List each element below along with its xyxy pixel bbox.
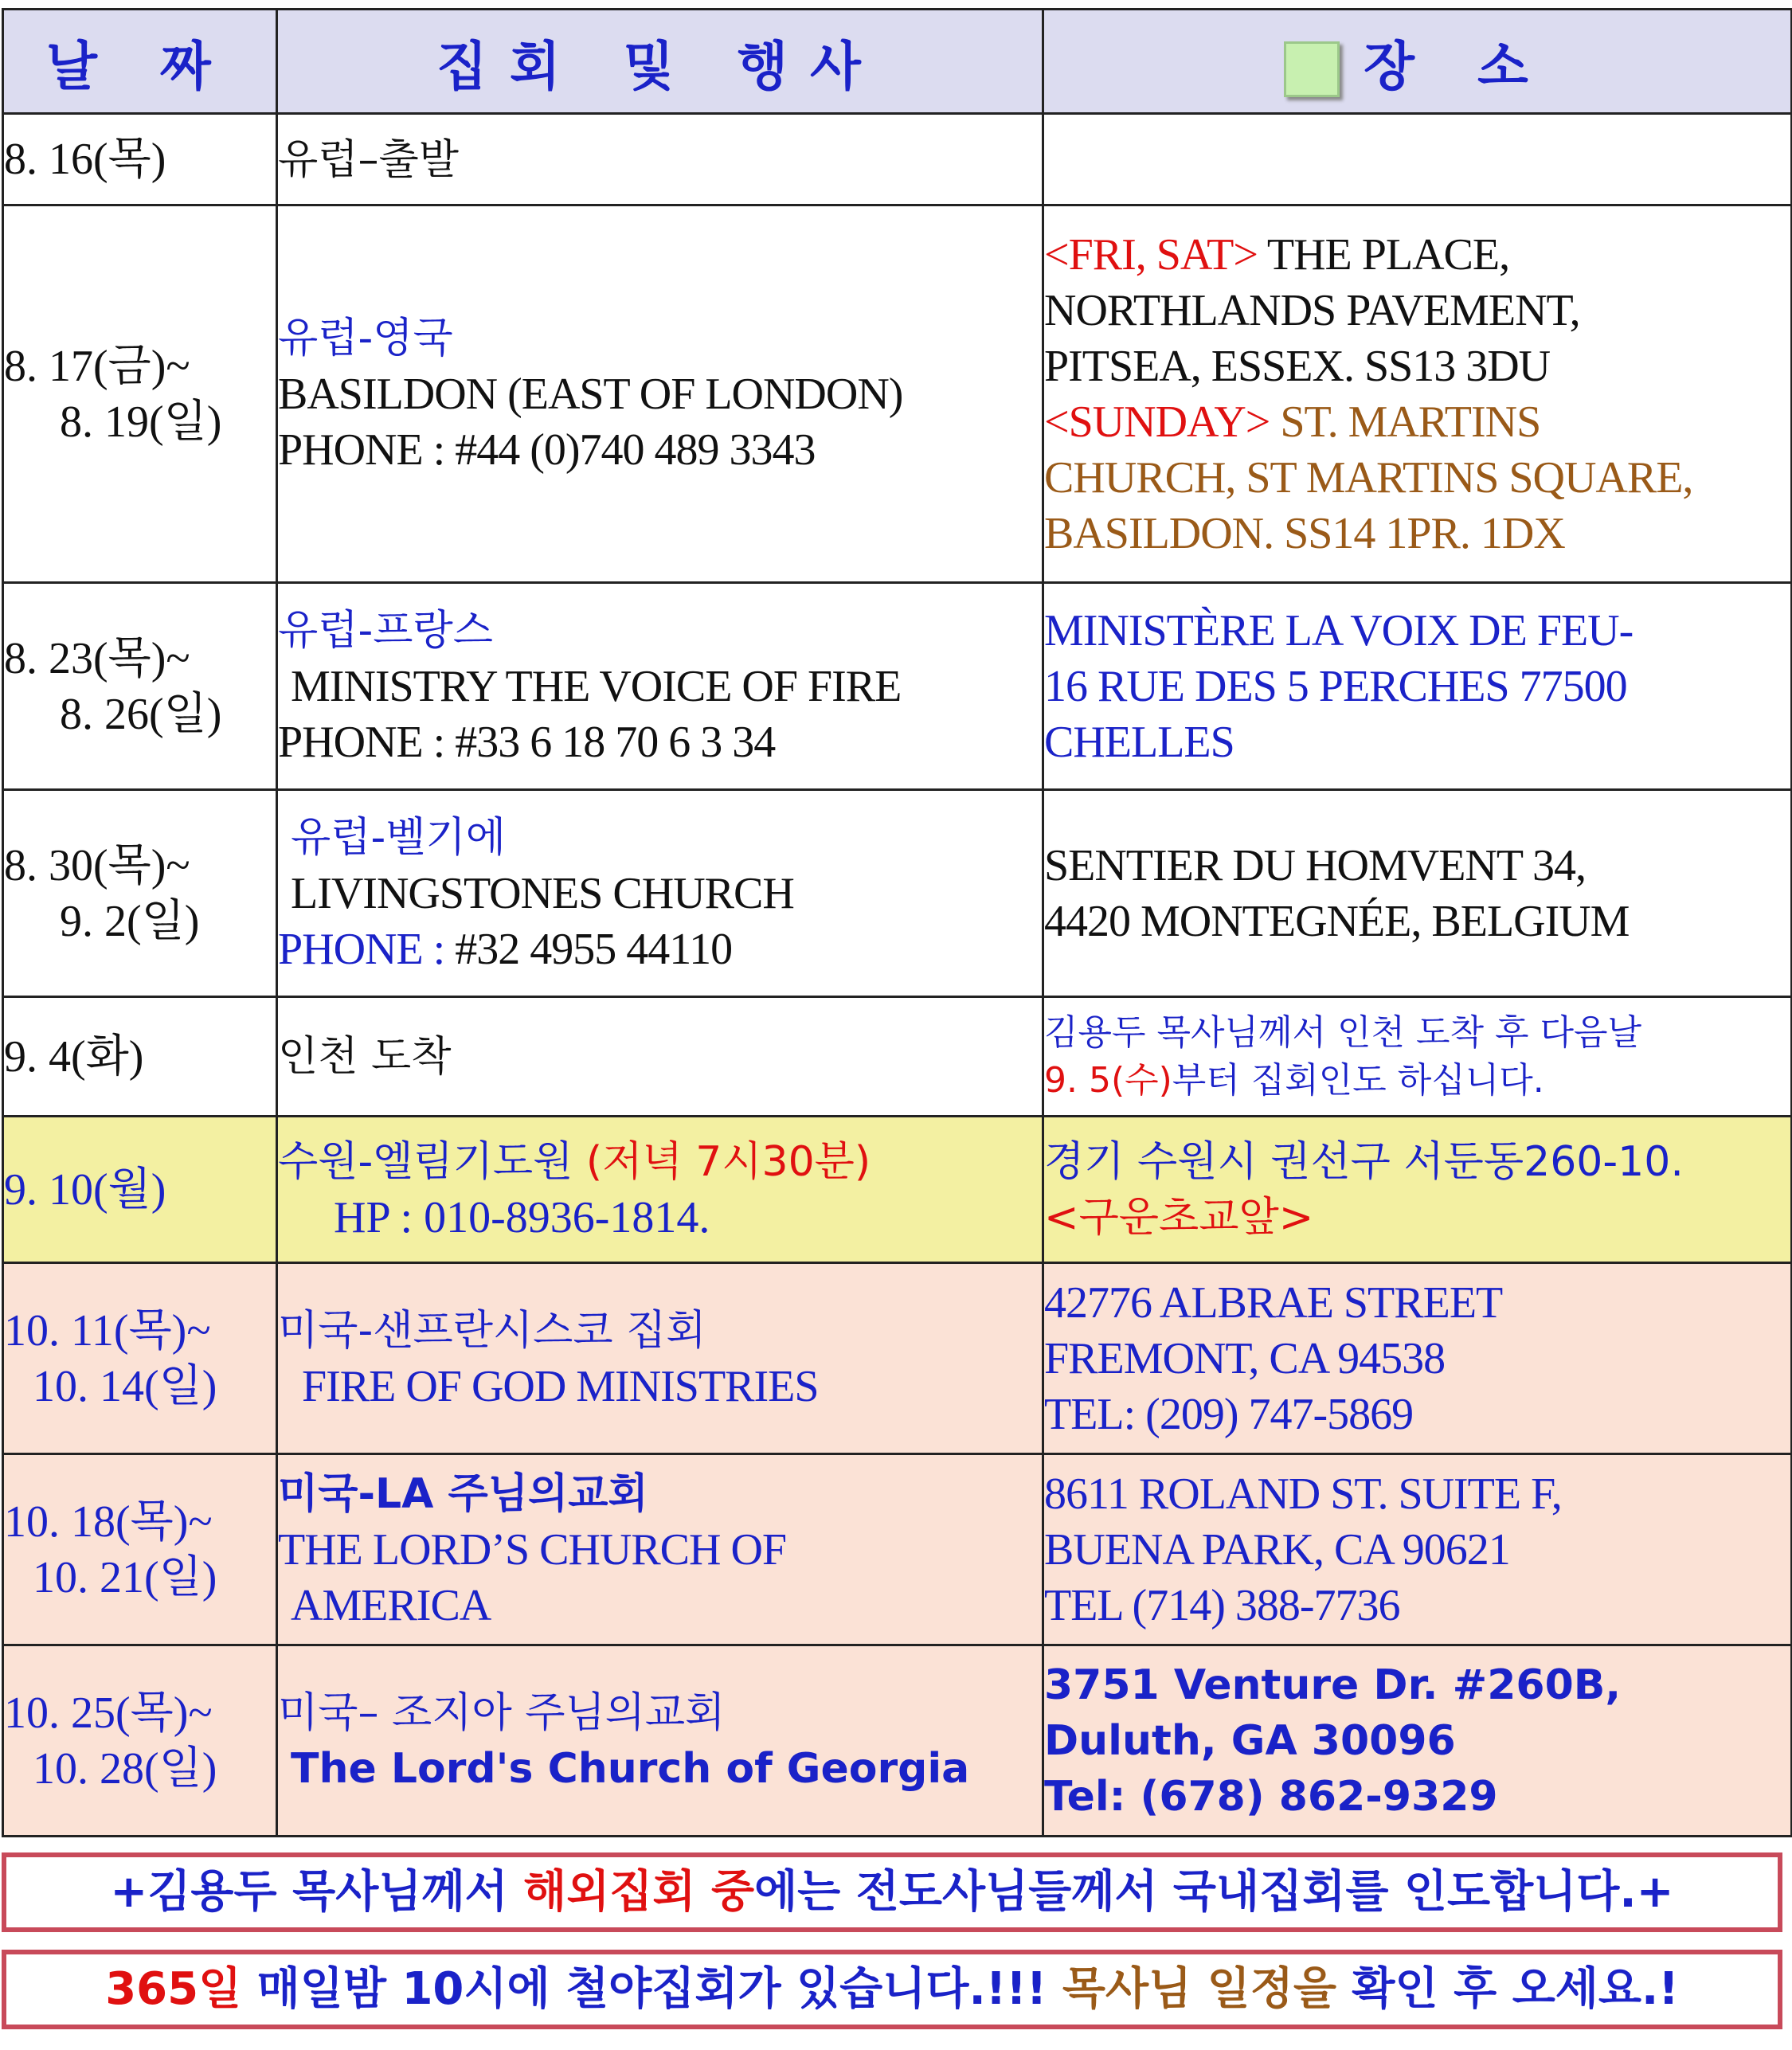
date-cell (3, 790, 277, 997)
place-text: CHELLES (1044, 717, 1234, 767)
table-row (3, 205, 1792, 583)
place-cell (1043, 1117, 1792, 1263)
banner-highlight: 목사님 일정을 (1062, 1963, 1336, 2015)
place-text: 42776 ALBRAE STREET (1044, 1277, 1503, 1328)
event-region: 미국-LA 주님의교회 (278, 1469, 648, 1518)
table-row (3, 1454, 1792, 1645)
event-text: MINISTRY THE VOICE OF FIRE (291, 661, 902, 711)
date-cell (3, 997, 277, 1117)
banner-highlight: 365일 (105, 1963, 242, 2015)
table-row (3, 1645, 1792, 1837)
event-cell (277, 114, 1043, 205)
event-text: LIVINGSTONES CHURCH (291, 868, 794, 918)
schedule-table (2, 8, 1792, 1837)
date-cell (3, 1645, 277, 1837)
date-text: 10. 18(목)~ (4, 1496, 213, 1547)
event-region: 유럽-벨기에 (291, 813, 506, 862)
date-text: 8. 30(목)~ (4, 840, 190, 890)
date-cell (3, 1117, 277, 1263)
date-text: 10. 28(일) (33, 1743, 217, 1794)
place-text: TEL: (209) 747-5869 (1044, 1389, 1414, 1439)
date-cell (3, 583, 277, 790)
banner-text: 매일밤 (241, 1963, 402, 2015)
place-text: MINISTÈRE LA VOIX DE FEU- (1044, 605, 1634, 655)
event-cell (277, 790, 1043, 997)
place-text: BUENA PARK, CA 90621 (1044, 1524, 1510, 1575)
event-text: BASILDON (EAST OF LONDON) (278, 369, 903, 419)
place-text: 16 RUE DES 5 PERCHES 77500 (1044, 661, 1627, 711)
date-text: 8. 23(목)~ (4, 633, 190, 683)
place-text: FREMONT, CA 94538 (1044, 1333, 1446, 1383)
table-row (3, 997, 1792, 1117)
place-cell (1043, 1645, 1792, 1837)
date-text: 8. 17(금)~ (4, 341, 190, 391)
table-row (3, 790, 1792, 997)
place-text: 김용두 목사님께서 인천 도착 후 다음날 (1044, 1011, 1641, 1053)
table-row (3, 1263, 1792, 1454)
place-date: 9. 5(수) (1044, 1059, 1172, 1101)
table-row (3, 583, 1792, 790)
place-cell (1043, 205, 1792, 583)
date-cell (3, 114, 277, 205)
date-text: 8. 26(일) (60, 689, 222, 739)
place-text: TEL (714) 388-7736 (1044, 1580, 1400, 1630)
notice-banner-nightly (2, 1950, 1782, 2029)
event-text: 유럽–출발 (278, 135, 459, 184)
place-text: 부터 집회인도 하십니다. (1172, 1059, 1544, 1101)
place-tag: <FRI, SAT> (1044, 229, 1258, 280)
place-cell (1043, 114, 1792, 205)
notice-banner-overseas (2, 1852, 1782, 1932)
place-text: 8611 ROLAND ST. SUITE F, (1044, 1469, 1562, 1519)
event-region: 수원-엘림기도원 (278, 1138, 586, 1186)
place-text: NORTHLANDS PAVEMENT, (1044, 285, 1580, 335)
event-text: FIRE OF GOD MINISTRIES (302, 1361, 819, 1411)
banner-text: 에는 전도사님들께서 국내집회를 인도합니다.+ (754, 1866, 1674, 1918)
event-time: (저녁 7시30분) (585, 1138, 871, 1186)
place-cell (1043, 1263, 1792, 1454)
date-text: 10. 21(일) (33, 1552, 217, 1602)
date-text: 9. 2(일) (60, 896, 200, 946)
event-phone: PHONE : #33 6 18 70 6 3 34 (278, 717, 776, 767)
date-cell (3, 205, 277, 583)
event-cell (277, 1117, 1043, 1263)
event-cell (277, 1263, 1043, 1454)
banner-highlight: 해외집회 중 (523, 1866, 755, 1918)
place-tag: <SUNDAY> (1044, 397, 1270, 447)
event-region: 미국– 조지아 주님의교회 (278, 1688, 726, 1737)
date-text: 8. 19(일) (60, 397, 222, 447)
event-cell (277, 997, 1043, 1117)
event-text: THE LORD’S CHURCH OF (278, 1524, 787, 1575)
header-date: 날 짜 (3, 10, 277, 114)
date-text: 10. 11(목)~ (4, 1305, 211, 1356)
date-text: 10. 14(일) (33, 1361, 217, 1411)
event-region: 유럽-영국 (278, 314, 453, 362)
event-cell (277, 205, 1043, 583)
place-cell (1043, 790, 1792, 997)
event-phone-label: PHONE : (278, 924, 456, 974)
table-row (3, 114, 1792, 205)
place-text: PITSEA, ESSEX. SS13 3DU (1044, 341, 1551, 391)
date-cell (3, 1454, 277, 1645)
banner-text: 10시에 (401, 1963, 550, 2015)
banner-text: 확인 후 오세요.! (1336, 1963, 1679, 2015)
event-text: 인천 도착 (278, 1033, 452, 1081)
place-text: 4420 MONTEGNÉE, BELGIUM (1044, 896, 1630, 946)
place-cell (1043, 583, 1792, 790)
date-cell (3, 1263, 277, 1454)
place-cell (1043, 997, 1792, 1117)
header-place (1043, 10, 1792, 114)
place-text: THE PLACE, (1257, 229, 1510, 280)
place-text: 3751 Venture Dr. #260B, (1044, 1661, 1622, 1709)
event-phone: #32 4955 44110 (455, 924, 733, 974)
event-region: 유럽-프랑스 (278, 606, 493, 655)
banner-text: 철야집회가 있습니다.!!! (550, 1963, 1062, 2015)
date-text: 8. 16(목) (4, 135, 166, 184)
place-text: <구운초교앞> (1044, 1193, 1314, 1242)
place-text: Duluth, GA 30096 (1044, 1716, 1456, 1765)
header-row (3, 10, 1792, 114)
date-text: 9. 4(화) (4, 1031, 144, 1082)
banner-text: +김용두 목사님께서 (110, 1866, 524, 1918)
event-cell (277, 1454, 1043, 1645)
event-phone: HP : 010-8936-1814. (334, 1193, 710, 1242)
green-square-icon (1284, 41, 1340, 97)
header-place-label: 장 소 (1364, 35, 1551, 97)
header-event: 집회 및 행사 (277, 10, 1043, 114)
event-phone: PHONE : #44 (0)740 489 3343 (278, 424, 816, 475)
place-text: ST. MARTINS (1270, 397, 1541, 447)
place-cell (1043, 1454, 1792, 1645)
table-row (3, 1117, 1792, 1263)
event-text: The Lord's Church of Georgia (291, 1744, 970, 1793)
event-text: AMERICA (291, 1580, 491, 1630)
date-text: 10. 25(목)~ (4, 1688, 213, 1738)
event-cell (277, 1645, 1043, 1837)
place-text: SENTIER DU HOMVENT 34, (1044, 840, 1587, 890)
date-text: 9. 10(월) (4, 1164, 166, 1215)
place-text: CHURCH, ST MARTINS SQUARE, (1044, 452, 1693, 503)
place-text: BASILDON. SS14 1PR. 1DX (1044, 508, 1565, 558)
place-text: Tel: (678) 862-9329 (1044, 1772, 1498, 1821)
event-region: 미국-샌프란시스코 집회 (278, 1306, 706, 1355)
place-text: 경기 수원시 권선구 서둔동260-10. (1044, 1137, 1684, 1186)
event-cell (277, 583, 1043, 790)
